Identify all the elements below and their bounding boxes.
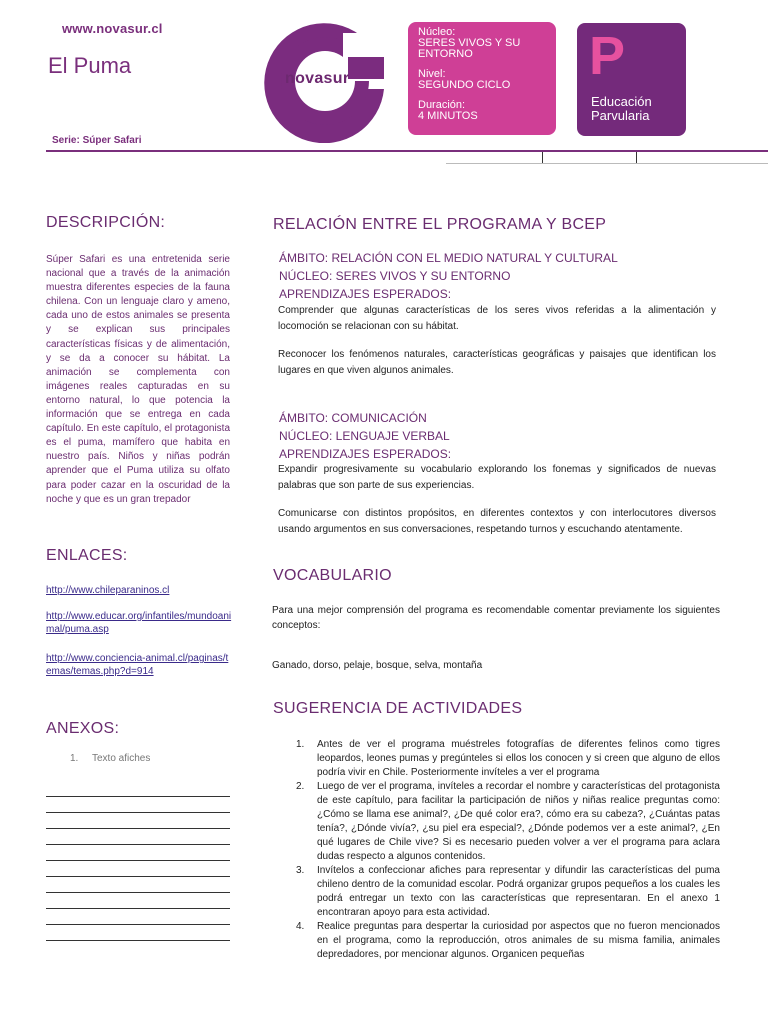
annex-writing-line xyxy=(46,828,230,829)
logo-text: novasur xyxy=(285,70,350,87)
bcep-title: RELACIÓN ENTRE EL PROGRAMA Y BCEP xyxy=(273,216,607,233)
education-level-card xyxy=(577,23,686,136)
annex-writing-line xyxy=(46,876,230,877)
bcep-aprendizajes-1: APRENDIZAJES ESPERADOS: xyxy=(279,287,452,301)
bcep-learning-2b: Comunicarse con distintos propósitos, en diferentes contextos y con interlocutores diversos usando argumentos en sus conversaciones, respetando turnos y escuchando atentamente. xyxy=(278,508,716,535)
activity-text: Luego de ver el programa, invíteles a recordar el nombre y características del protagonista de este capítulo, para facilitar la participación de niños y niñas realice preguntas como: ¿Cómo se llama ese animal?, ¿De qué color era?, cómo era su cabeza?, ¿Cuántas patas tenía?, ¿Dónde vivía?, ¿su piel era especial?, ¿Dónde podemos ver a este animal?, ¿En qué lugares de Chile vive? Si es necesario pueden volver a ver el programa para aclara dudas respecto a algunos contenidos. xyxy=(317,781,720,862)
bcep-aprendizajes-2: APRENDIZAJES ESPERADOS: xyxy=(279,447,452,461)
annex-item-label: Texto afiches xyxy=(92,753,151,764)
annex-writing-line xyxy=(46,812,230,813)
description-title: DESCRIPCIÓN: xyxy=(46,214,166,231)
bcep-learning-1b: Reconocer los fenómenos naturales, características geográficas y paisajes que identifican los lugares en que viven algunos animales. xyxy=(278,349,716,376)
activity-item xyxy=(296,738,720,780)
activities-list xyxy=(296,738,720,962)
link-educar-puma[interactable]: http://www.educar.org/infantiles/mundoanimal/puma.asp xyxy=(46,611,232,635)
activities-title: SUGERENCIA DE ACTIVIDADES xyxy=(273,700,523,717)
activity-number: 3. xyxy=(296,865,305,876)
annex-writing-line xyxy=(46,796,230,797)
bcep-nucleo-2: NÚCLEO: LENGUAJE VERBAL xyxy=(279,429,450,443)
bcep-ambito-2: ÁMBITO: COMUNICACIÓN xyxy=(279,411,427,425)
annex-writing-line xyxy=(46,860,230,861)
duracion-label: Duración: xyxy=(418,99,466,111)
link-chileparaninos[interactable]: http://www.chileparaninos.cl xyxy=(46,585,170,596)
annex-writing-line xyxy=(46,940,230,941)
annex-item xyxy=(70,753,150,764)
vocabulary-intro: Para una mejor comprensión del programa es recomendable comentar previamente los siguientes conceptos: xyxy=(272,605,720,631)
bcep-learning-2a: Expandir progresivamente su vocabulario explorando los fonemas y significados de nuevas palabras que son parte de sus experiencias. xyxy=(278,464,716,491)
nivel-label: Nivel: xyxy=(418,68,446,80)
vocabulary-terms: Ganado, dorso, pelaje, bosque, selva, montaña xyxy=(272,660,483,671)
description-body: Súper Safari es una entretenida serie nacional que a través de la animación muestra diferentes especies de la fauna chilena. Con un lenguaje claro y ameno, cada uno de estos animales se presenta y se explican sus principales características físicas y de alimentación, y se da a conocer su hábitat. La animación se complementa con imágenes reales capturadas en su entorno natural, lo que potencia la información que se entrega en cada capítulo. En este capítulo, el protagonista es el puma, mamífero que habita en nuestro país. Niños y niñas podrán aprender que el Puma utiliza su olfato para poder cazar en la oscuridad de la noche y que es un gran trepador xyxy=(46,254,230,505)
activity-number: 1. xyxy=(296,739,305,750)
edu-line-1: Educación xyxy=(591,94,652,109)
edu-letter-icon: P xyxy=(589,26,626,86)
annex-writing-line xyxy=(46,908,230,909)
activity-text: Invítelos a confeccionar afiches para representar y difundir las características del puma chileno dentro de la comunidad escolar. Podrá organizar grupos pequeños a los cuales les podrá entregar un texto con las características que representaran. En el anexo 1 encontraran apoyo para esta actividad. xyxy=(317,865,720,918)
vocabulary-title: VOCABULARIO xyxy=(273,567,392,584)
annex-writing-line xyxy=(46,844,230,845)
activity-item xyxy=(296,920,720,962)
bcep-nucleo-1: NÚCLEO: SERES VIVOS Y SU ENTORNO xyxy=(279,269,511,283)
links-title: ENLACES: xyxy=(46,547,128,564)
annex-writing-line xyxy=(46,892,230,893)
edu-line-2: Parvularia xyxy=(591,108,650,123)
link-conciencia-animal[interactable]: http://www.conciencia-animal.cl/paginas/temas/temas.php?d=914 xyxy=(46,653,229,677)
bcep-learning-1a: Comprender que algunas características de los seres vivos referidas a la alimentación y locomoción se relacionan con su hábitat. xyxy=(278,305,716,332)
activity-number: 2. xyxy=(296,781,305,792)
activity-text: Antes de ver el programa muéstreles fotografías de diferentes felinos como tigres leopardos, leones pumas y pregúnteles si ellos los conocen y si creen que alguno de ellos podría vivir en Chile. Posteriormente invíteles a ver el programa xyxy=(317,739,720,778)
activity-item xyxy=(296,780,720,864)
nucleo-label: Núcleo: xyxy=(418,26,456,38)
annex-item-number: 1. xyxy=(70,753,79,764)
edu-level-text xyxy=(591,95,652,123)
activity-text: Realice preguntas para despertar la curiosidad por aspectos que no fueron mencionados en el programa, como la reproducción, otros animales de su misma familia, animales depredadores, por mencionar algunos. Organicen pequeñas xyxy=(317,921,720,960)
annex-writing-line xyxy=(46,924,230,925)
activity-item xyxy=(296,864,720,920)
series-label: Serie: Súper Safari xyxy=(52,135,142,146)
header-form-strip xyxy=(446,152,768,164)
nivel-value: SEGUNDO CICLO xyxy=(418,79,511,91)
duracion-value: 4 MINUTOS xyxy=(418,110,478,122)
site-url: www.novasur.cl xyxy=(62,21,163,36)
bcep-ambito-1: ÁMBITO: RELACIÓN CON EL MEDIO NATURAL Y CULTURAL xyxy=(279,251,618,265)
activity-number: 4. xyxy=(296,921,305,932)
page-title: El Puma xyxy=(48,53,132,78)
annexes-title: ANEXOS: xyxy=(46,720,120,737)
program-info-card xyxy=(408,22,556,135)
nucleo-value: SERES VIVOS Y SU ENTORNO xyxy=(418,37,521,60)
